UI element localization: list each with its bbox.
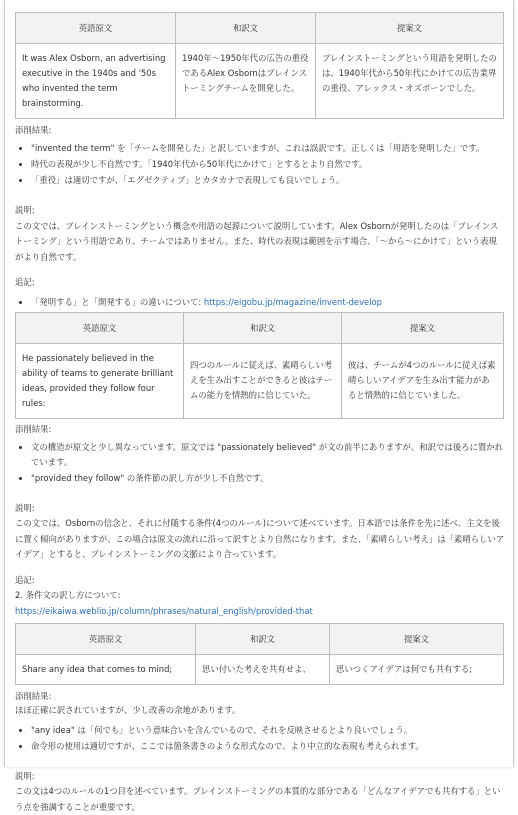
header-original: 英語原文 — [16, 13, 176, 44]
cell-translation: 1940年〜1950年代の広告の重役であるAlex Osbornはブレインストーミングチームを開発した。 — [176, 44, 316, 119]
cell-original: He passionately believed in the ability of teams to generate brilliant ideas, provided they follow four rules: — [16, 343, 184, 418]
table-row — [16, 655, 504, 685]
feedback-label: 添削結果: — [15, 423, 52, 434]
table-header-row — [16, 13, 504, 44]
list-item: • 「重役」は適切ですが、「エグゼクティブ」とカタカナで表現しても良いでしょう。 — [31, 173, 505, 188]
list-item: • 時代の表現が少し不自然です。「1940年代から50年代にかけて」とするとより自然です。 — [31, 157, 505, 172]
document-page — [4, 0, 514, 812]
header-suggestion: 提案文 — [316, 13, 504, 44]
feedback-label: 添削結果: — [15, 125, 52, 135]
document-content — [15, 12, 505, 815]
note-label: 追記: — [15, 277, 35, 287]
cell-translation: 四つのルールに従えば、素晴らしい考えを生み出すことができると彼はチームの能力を情熱的に信じていた。 — [184, 343, 342, 418]
explain-label: 説明: — [15, 770, 35, 781]
cell-original: Share any idea that comes to mind; — [16, 655, 196, 685]
note-line: 2. 条件文の訳し方について: — [15, 590, 121, 600]
list-item: • 命令形の使用は適切ですが、ここでは箇条書きのような形式なので、より中立的な表現も考えられます。 — [31, 739, 505, 754]
header-original: 英語原文 — [16, 312, 184, 343]
header-suggestion: 提案文 — [342, 312, 504, 343]
table-header-row — [16, 312, 504, 343]
cell-suggestion: ブレインストーミングという用語を発明したのは、1940年代から50年代にかけての広告業界の重役、アレックス・オズボーンでした。 — [316, 44, 504, 119]
feedback-label: 添削結果: — [15, 691, 52, 701]
note-label: 追記: — [15, 574, 35, 585]
translation-table-1 — [15, 12, 504, 119]
table-row — [16, 343, 504, 418]
cell-suggestion: 思いつくアイデアは何でも共有する; — [330, 655, 504, 685]
feedback-list — [15, 723, 505, 754]
header-translation: 和訳文 — [176, 13, 316, 44]
explain-label: 説明: — [15, 205, 35, 215]
header-translation: 和訳文 — [196, 624, 330, 655]
cell-original: It was Alex Osborn, an advertising executive in the 1940s and '50s who invented the term brainstorming. — [16, 44, 176, 119]
reference-link[interactable]: https://eikaiwa.weblio.jp/column/phrases/natural_english/provided-that — [15, 605, 313, 616]
table-header-row — [16, 624, 504, 655]
list-item: • "any idea" は「何でも」という意味合いを含んでいるので、それを反映させるとより良いでしょう。 — [31, 723, 505, 738]
header-suggestion: 提案文 — [330, 624, 504, 655]
cell-suggestion: 彼は、チームが4つのルールに従えば素晴らしいアイデアを生み出す能力があると情熱的に信じていました。 — [342, 343, 504, 418]
list-item: • "invented the term" を「チームを開発した」と訳していますが、これは誤訳です。正しくは「用語を発明した」です。 — [31, 141, 505, 156]
list-item: • "provided they follow" の条件節の訳し方が少し不自然です。 — [31, 471, 505, 486]
header-original: 英語原文 — [16, 624, 196, 655]
list-item: • 文の構造が原文と少し異なっています。原文では "passionately believed" が文の前半にありますが、和訳では後ろに置かれています。 — [31, 440, 505, 470]
explain-text: この文では、Osbornの信念と、それに付随する条件(4つのルール)について述べています。日本語では条件を先に述べ、主文を後に置く傾向がありますが、この場合は原文の流れに沿って訳すとより自然になります。また、「素晴らしい考え」は「素晴らしいアイデア」とすると、ブレインストーミングの文脈により合っています。 — [15, 518, 505, 559]
explain-text: この文は4つのルールの1つ目を述べています。ブレインストーミングの本質的な部分である「どんなアイデアでも共有する」という点を強調することが重要です。 — [15, 786, 501, 812]
cell-translation: 思い付いた考えを共有せよ、 — [196, 655, 330, 685]
header-translation: 和訳文 — [184, 312, 342, 343]
explain-label: 説明: — [15, 502, 35, 513]
feedback-intro: ほぼ正確に訳されていますが、少し改善の余地があります。 — [15, 705, 241, 715]
reference-link[interactable]: https://eigobu.jp/magazine/invent-develop — [203, 296, 382, 307]
note-list — [15, 295, 505, 310]
note-text: 「発明する」と「開発する」の違いについて: — [31, 296, 204, 307]
list-item — [31, 295, 505, 310]
table-row — [16, 44, 504, 119]
explain-text: この文では、ブレインストーミングという概念や用語の起源について説明しています。Alex Osbornが発明したのは「ブレインストーミング」という用語であり、チームではありません。また、時代の表現は範囲を示す場合、「〜から〜にかけて」という表現がより自然です。 — [15, 220, 499, 262]
feedback-list — [15, 141, 505, 188]
translation-table-2 — [15, 312, 504, 419]
translation-table-3 — [15, 623, 504, 685]
feedback-list — [15, 440, 505, 486]
